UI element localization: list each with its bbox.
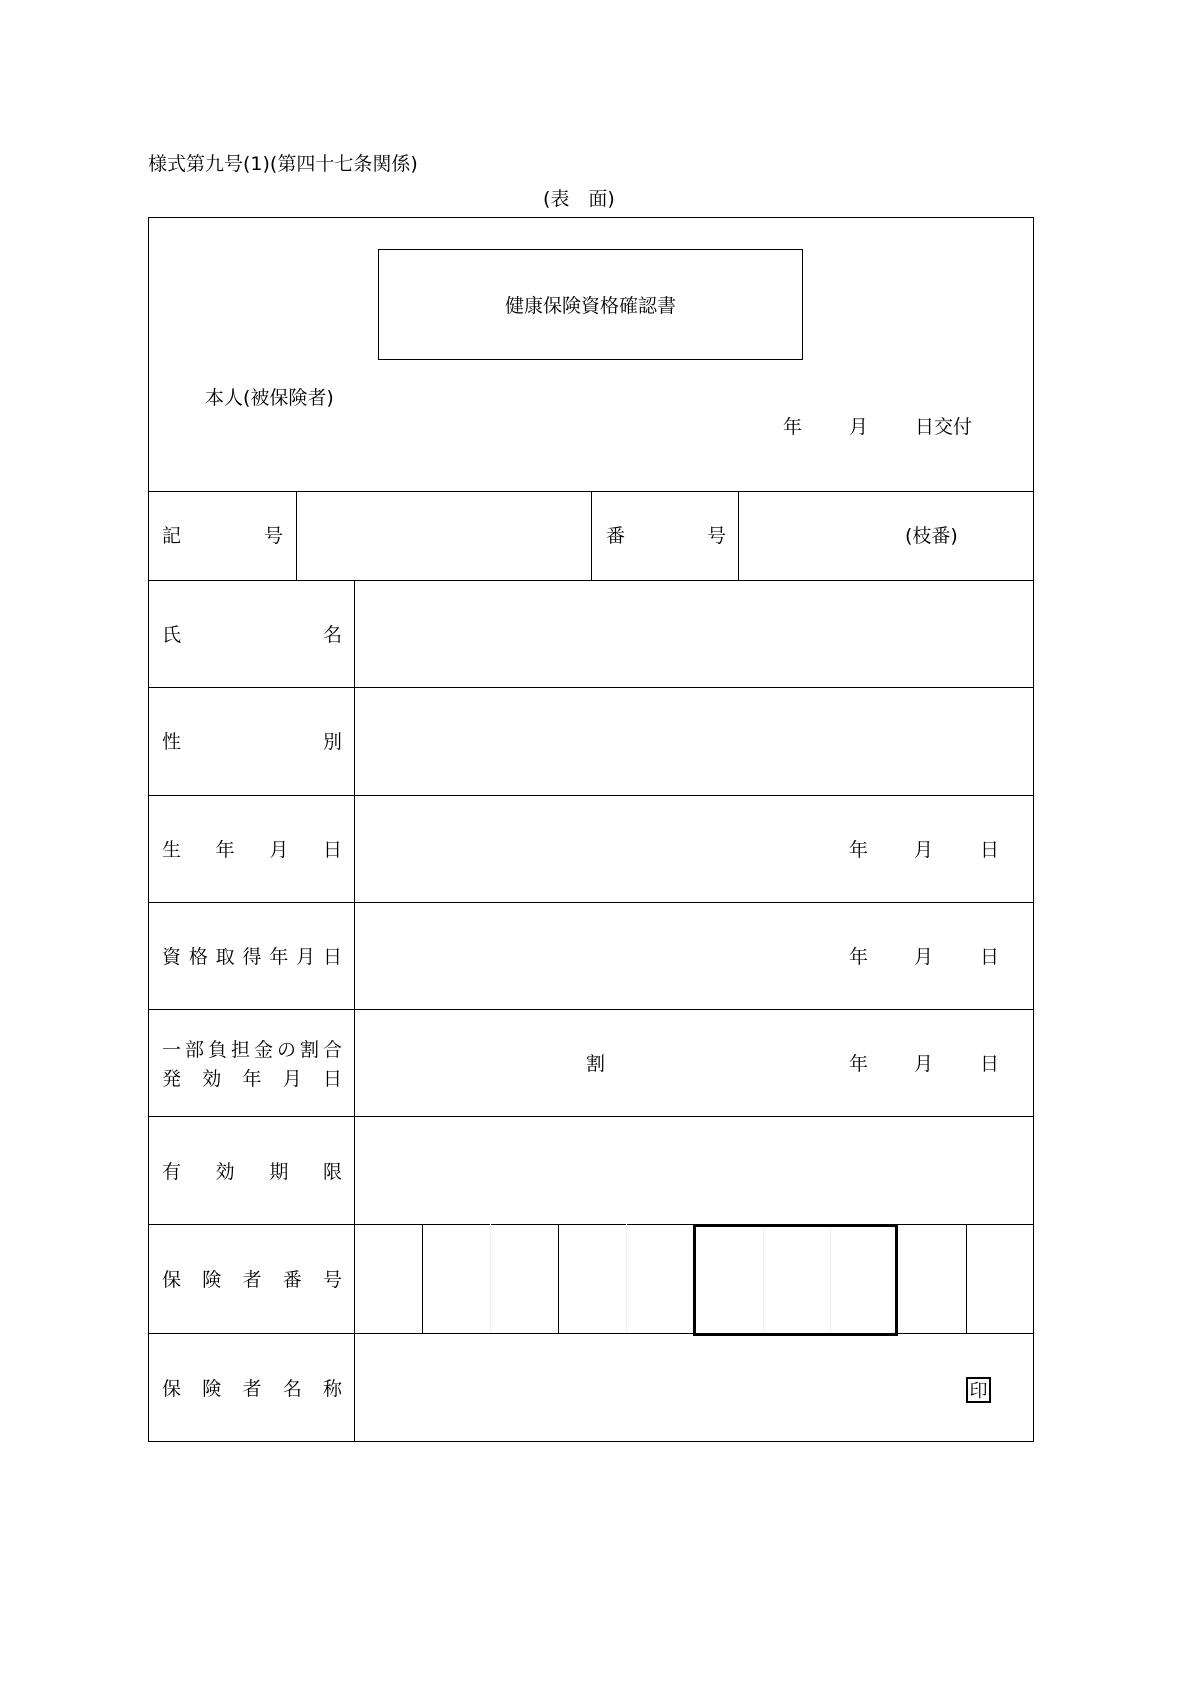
divider <box>148 1224 1034 1225</box>
name-label: 氏名 <box>162 624 342 646</box>
insurer-number-label: 保険者番号 <box>162 1269 342 1291</box>
insurer-name-label: 保険者名称 <box>162 1378 342 1400</box>
divider <box>148 1116 1034 1117</box>
seal-mark <box>966 1377 991 1403</box>
divider <box>490 1224 491 1333</box>
validity-label: 有効期限 <box>162 1161 342 1183</box>
side-label: (表 面) <box>543 188 615 210</box>
copay-year-unit: 年 <box>849 1053 869 1075</box>
divider <box>148 1333 1034 1334</box>
birth-year-unit: 年 <box>849 839 869 861</box>
seal-label: 印 <box>969 1381 988 1402</box>
acquired-label: 資格取得年月日 <box>162 946 342 968</box>
divider <box>148 795 1034 796</box>
divider <box>148 1009 1034 1010</box>
divider <box>626 1224 627 1333</box>
acquired-day-unit: 日 <box>980 946 1000 968</box>
birth-month-unit: 月 <box>914 839 934 861</box>
birth-label: 生年月日 <box>162 839 342 861</box>
copay-label-line1: 一部負担金の割合 <box>162 1039 342 1061</box>
sex-label: 性別 <box>162 731 342 753</box>
divider <box>591 491 592 580</box>
divider <box>148 580 1034 581</box>
birth-day-unit: 日 <box>980 839 1000 861</box>
branch-label: (枝番) <box>905 525 958 547</box>
acquired-year-unit: 年 <box>849 946 869 968</box>
insured-label: 本人(被保険者) <box>205 387 334 409</box>
divider <box>148 902 1034 903</box>
divider <box>966 1224 967 1333</box>
issue-month: 月 <box>849 416 869 438</box>
divider <box>738 491 739 580</box>
divider <box>354 580 355 1442</box>
acquired-month-unit: 月 <box>914 946 934 968</box>
insurer-number-highlight-box <box>693 1224 898 1336</box>
copay-unit: 割 <box>586 1053 606 1075</box>
divider <box>422 1224 423 1333</box>
divider <box>558 1224 559 1333</box>
divider <box>296 491 297 580</box>
form-number: 様式第九号(1)(第四十七条関係) <box>148 153 418 175</box>
symbol-label: 記号 <box>162 525 283 547</box>
divider <box>148 687 1034 688</box>
copay-day-unit: 日 <box>980 1053 1000 1075</box>
document-title: 健康保険資格確認書 <box>504 295 676 317</box>
copay-label-line2: 発効年月日 <box>162 1068 342 1090</box>
copay-month-unit: 月 <box>914 1053 934 1075</box>
number-label: 番号 <box>606 525 726 547</box>
issue-day: 日交付 <box>915 416 973 438</box>
title-box <box>378 249 803 360</box>
issue-year: 年 <box>783 416 803 438</box>
